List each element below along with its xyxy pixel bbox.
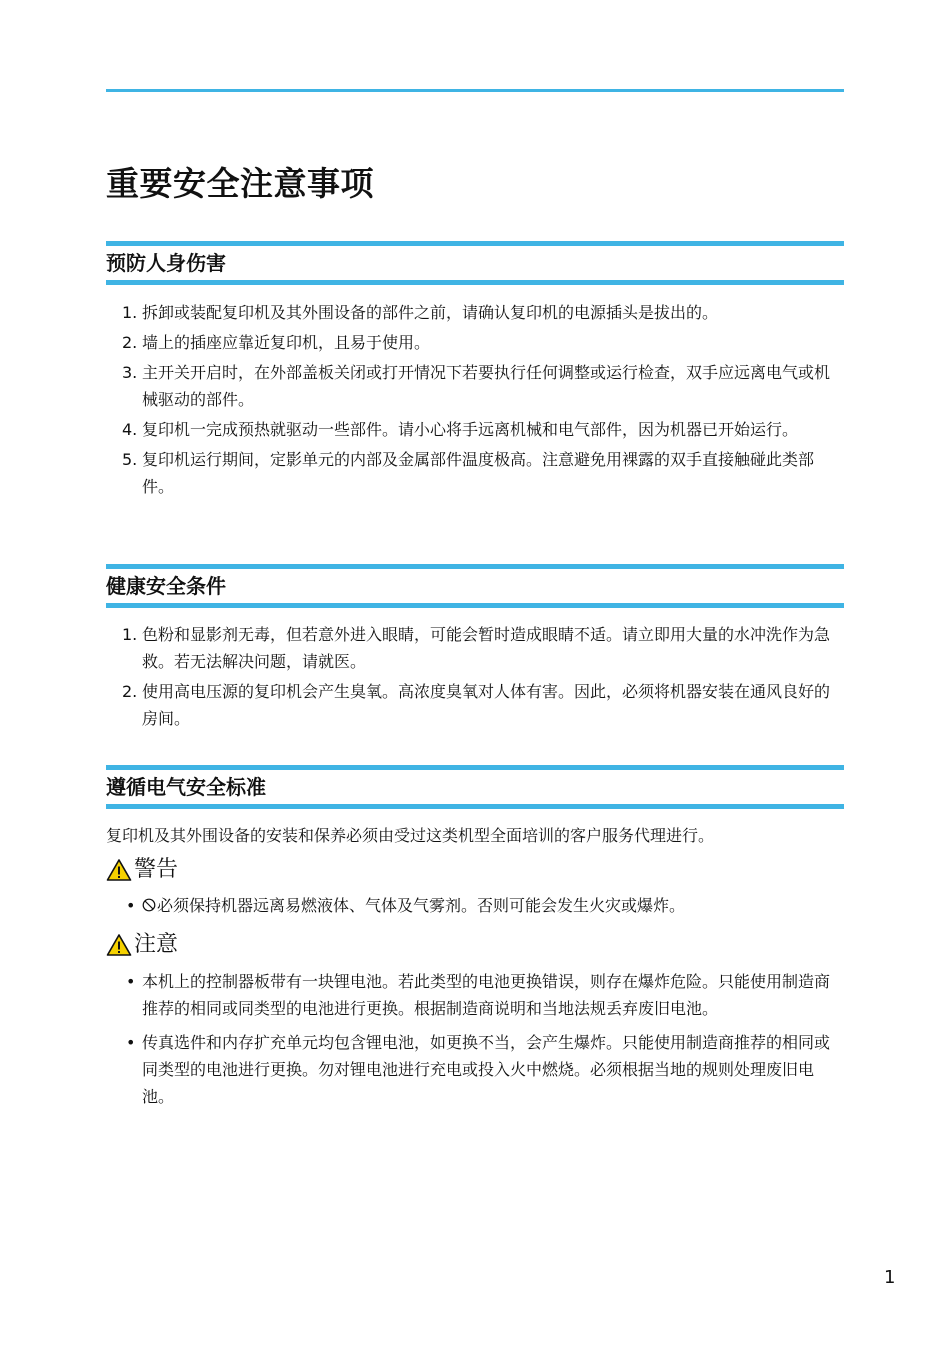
list-item xyxy=(0,621,839,675)
list-item-text: 复印机一完成预热就驱动一些部件。请小心将手远离机械和电气部件，因为机器已开始运行。 xyxy=(142,420,799,439)
section-heading-electrical-safety xyxy=(106,765,844,809)
caution-heading xyxy=(106,930,178,960)
prohibited-icon xyxy=(142,898,156,912)
warning-triangle-icon xyxy=(106,933,132,957)
list-item-text: 拆卸或装配复印机及其外围设备的部件之前，请确认复印机的电源插头是拔出的。 xyxy=(142,303,719,322)
warning-label: 警告 xyxy=(134,857,179,882)
list-item xyxy=(0,968,839,1022)
list-item xyxy=(0,678,839,732)
section-heading-health-safety xyxy=(106,564,844,608)
list-item xyxy=(0,446,839,500)
page-title: 重要安全注意事项 xyxy=(106,164,374,203)
section-heading-personal-injury xyxy=(106,241,844,285)
electrical-safety-intro: 复印机及其外围设备的安装和保养必须由受过这类机型全面培训的客户服务代理进行。 xyxy=(106,826,715,845)
list-item-number: 4. xyxy=(122,420,138,439)
list-item-text: 本机上的控制器板带有一块锂电池。若此类型的电池更换错误，则存在爆炸危险。只能使用制造商推荐的相同或同类型的电池进行更换。根据制造商说明和当地法规丢弃废旧电池。 xyxy=(142,972,831,1018)
list-item-text: 复印机运行期间，定影单元的内部及金属部件温度极高。注意避免用裸露的双手直接触碰此类部件。 xyxy=(142,450,815,496)
warning-heading xyxy=(106,855,178,885)
warning-triangle-icon xyxy=(106,858,132,882)
list-item-number: 1. xyxy=(122,303,138,322)
page-number: 1 xyxy=(884,1267,896,1288)
health-safety-list xyxy=(0,621,839,735)
list-item-number: 3. xyxy=(122,363,138,382)
list-item xyxy=(0,359,839,413)
list-item xyxy=(0,1029,839,1110)
bullet: • xyxy=(126,896,136,915)
caution-label: 注意 xyxy=(134,932,179,957)
bullet: • xyxy=(126,972,136,991)
list-item-number: 5. xyxy=(122,450,138,469)
list-item-text: 必须保持机器远离易燃液体、气体及气雾剂。否则可能会发生火灾或爆炸。 xyxy=(157,896,686,915)
personal-injury-list xyxy=(0,299,839,503)
list-item-text: 墙上的插座应靠近复印机，且易于使用。 xyxy=(142,333,431,352)
list-item xyxy=(0,329,839,356)
list-item-number: 2. xyxy=(122,333,138,352)
caution-list xyxy=(0,968,839,1117)
list-item xyxy=(0,892,839,919)
warning-list xyxy=(0,892,839,926)
list-item-number: 2. xyxy=(122,682,138,701)
list-item xyxy=(0,416,839,443)
list-item-text: 传真选件和内存扩充单元均包含锂电池，如更换不当，会产生爆炸。只能使用制造商推荐的相同或同类型的电池进行更换。勿对锂电池进行充电或投入火中燃烧。必须根据当地的规则处理废旧电池。 xyxy=(142,1033,831,1106)
section-heading-text: 预防人身伤害 xyxy=(106,251,226,275)
list-item-text: 色粉和显影剂无毒，但若意外进入眼睛，可能会暂时造成眼睛不适。请立即用大量的水冲洗作为急救。若无法解决问题，请就医。 xyxy=(142,625,831,671)
list-item xyxy=(0,299,839,326)
list-item-text: 使用高电压源的复印机会产生臭氧。高浓度臭氧对人体有害。因此，必须将机器安装在通风良好的房间。 xyxy=(142,682,831,728)
list-item-number: 1. xyxy=(122,625,138,644)
list-item-text: 主开关开启时，在外部盖板关闭或打开情况下若要执行任何调整或运行检查，双手应远离电气或机械驱动的部件。 xyxy=(142,363,831,409)
section-heading-text: 遵循电气安全标准 xyxy=(106,775,266,799)
bullet: • xyxy=(126,1033,136,1052)
section-heading-text: 健康安全条件 xyxy=(106,574,226,598)
top-rule xyxy=(106,89,844,92)
